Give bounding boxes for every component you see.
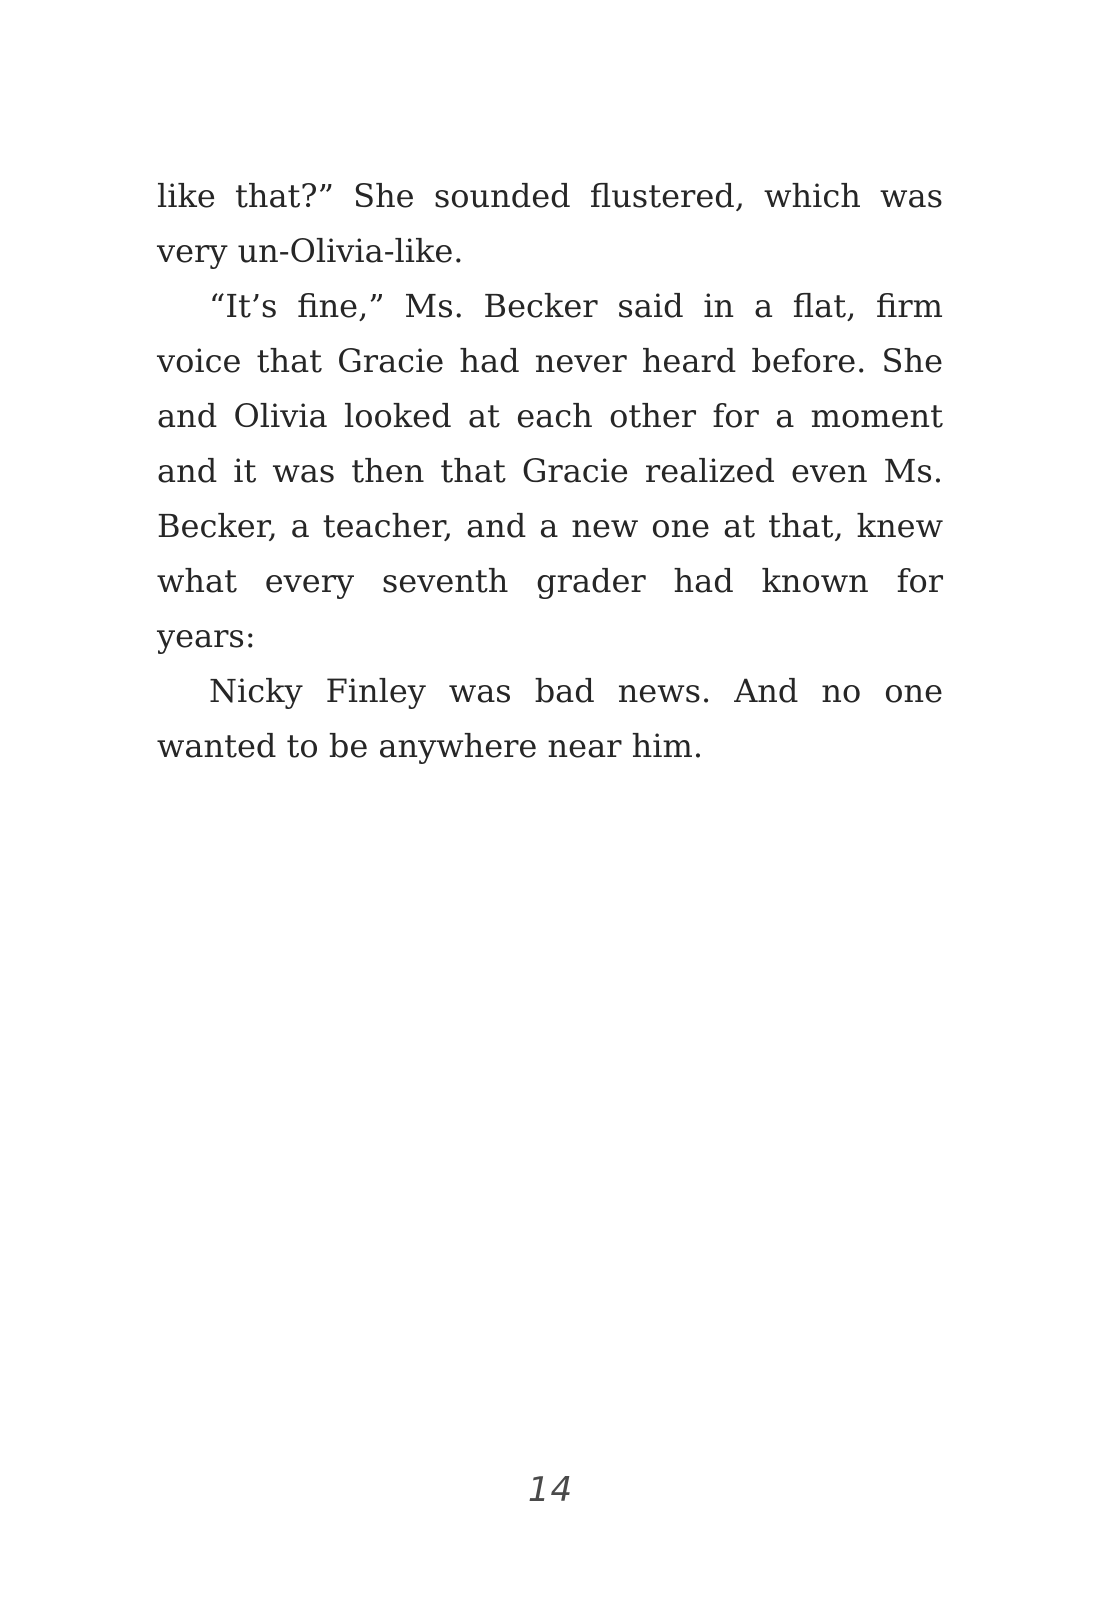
paragraph-nicky-finley: Nicky Finley was bad news. And no one wanted to be anywhere near him. — [157, 672, 943, 765]
body-text — [157, 169, 943, 774]
paragraph-continued: like that?” She sounded flustered, which was very un-Olivia-like. — [157, 177, 943, 270]
page-number: 14 — [527, 1470, 574, 1510]
paragraph-ms-becker: “It’s fine,” Ms. Becker said in a flat, firm voice that Gracie had never heard before. She and Olivia looked at each other for a moment and it was then that Gracie realized even Ms. Becker, a teacher, and a new one at that, knew what every seventh grader had known for years: — [157, 287, 943, 655]
